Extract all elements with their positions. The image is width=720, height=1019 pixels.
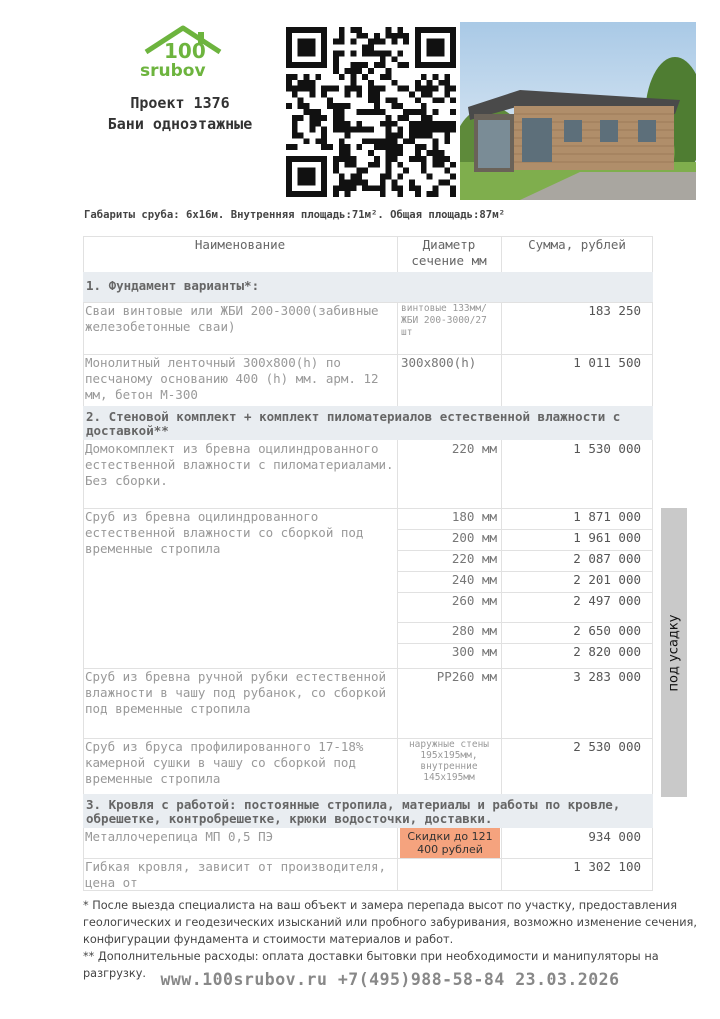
row-diameter: РР260 мм [436,669,497,684]
row-sum: 183 250 [588,303,641,318]
row-sum: 1 011 500 [573,355,641,370]
company-logo [128,22,228,80]
row-sum: 1 302 100 [573,859,641,874]
table-row [83,302,653,354]
row-name: Домокомплект из бревна оцилиндрованного естественной влажности с пиломатериалами. Без сборки. [85,441,394,488]
table-header [83,236,653,272]
footnote-2: ** Дополнительные расходы: оплата доставки бытовки при необходимости и манипуляторы на разгрузку. [83,950,659,980]
section-roof: 3. Кровля с работой: постоянные стропила, материалы и работы по кровле, обрешетке, контробрешетке, крюки водосточки, доставки. [83,794,653,828]
row-diameter: 260 мм [451,593,497,608]
table-row [83,858,653,890]
table-row [83,354,653,406]
section-foundation: 1. Фундамент варианты*: [83,272,653,302]
row-sum: 2 650 000 [573,623,641,638]
table-row [83,738,653,794]
row-diameter: 280 мм [451,623,497,638]
row-diameter: винтовые 133мм/ЖБИ 200-3000/27 шт [401,303,487,338]
row-diameter: 300х800(h) [401,355,477,370]
project-title-block [80,93,280,135]
row-sum: 2 087 000 [573,551,641,566]
row-name: Сруб из бруса профилированного 17-18% камерной сушки в чашу со сборкой под временные стропила [85,739,364,786]
row-sum: 2 201 000 [573,572,641,587]
price-table [83,236,653,890]
table-subrow [83,643,653,668]
shrinkage-side-label [661,508,687,797]
row-sum: 1 530 000 [573,441,641,456]
row-sum: 3 283 000 [573,669,641,684]
row-name: Металлочерепица МП 0,5 ПЭ [85,829,274,844]
row-name: Сваи винтовые или ЖБИ 200-3000(забивные железобетонные сваи) [85,303,379,334]
table-subrow [83,592,653,622]
discount-badge: Скидки до 121 400 рублей [400,828,500,858]
row-name: Монолитный ленточный 300х800(h) по песчаному основанию 400 (h) мм. арм. 12 мм, бетон М-300 [85,355,379,402]
row-sum: 934 000 [588,829,641,844]
header-name: Наименование [194,237,286,252]
table-subrow [83,550,653,571]
row-name: Гибкая кровля, зависит от производителя, цена от [85,859,387,890]
qr-code[interactable] [286,26,456,198]
project-title: Проект 1376 [130,94,230,112]
footnote-1: * После выезда специалиста на ваш объект и замера перепада высот по участку, предоставления геологических и геодезических изысканий или пробного забуривания, возможно изменение сечения, конфигурации фундамента и стоимости материалов и работ. [83,899,697,946]
row-diameter: 240 мм [451,572,497,587]
row-sum: 2 530 000 [573,739,641,754]
row-diameter: 220 мм [451,551,497,566]
row-sum: 2 497 000 [573,593,641,608]
row-diameter: 180 мм [451,509,497,524]
house-photo [460,22,696,200]
table-row [83,440,653,508]
header-sum: Сумма, рублей [528,237,626,252]
row-sum: 1 961 000 [573,530,641,545]
section-walls: 2. Стеновой комплект + комплект пиломатериалов естественной влажности с доставкой** [83,406,653,440]
row-name: Сруб из бревна ручной рубки естественной влажности в чашу под рубанок, со сборкой под временные стропила [85,669,387,716]
row-name: Сруб из бревна оцилиндрованного естественной влажности со сборкой под временные стропила [85,509,364,556]
dimensions-line: Габариты сруба: 6х16м. Внутренняя площадь:71м². Общая площадь:87м² [84,209,505,221]
logo-brand: srubov [140,61,206,80]
table-subrow [83,571,653,592]
side-label-text: под усадку [666,614,682,691]
project-subtitle: Бани одноэтажные [107,115,253,133]
header-diameter: Диаметр сечение мм [411,237,487,268]
row-diameter: 220 мм [451,441,497,456]
table-row [83,828,653,858]
row-diameter: наружные стены 195х195мм, внутренние 145х195мм [408,739,490,783]
row-sum: 2 820 000 [573,644,641,659]
row-diameter: 300 мм [451,644,497,659]
table-subrow [83,529,653,550]
row-sum: 1 871 000 [573,509,641,524]
table-row [83,668,653,738]
row-diameter: 200 мм [451,530,497,545]
logo-number: 100 [164,39,206,63]
footer-contacts[interactable]: www.100srubov.ru +7(495)988-58-84 23.03.2026 [160,970,620,989]
table-subrow [83,622,653,643]
table-subrow [83,508,653,529]
